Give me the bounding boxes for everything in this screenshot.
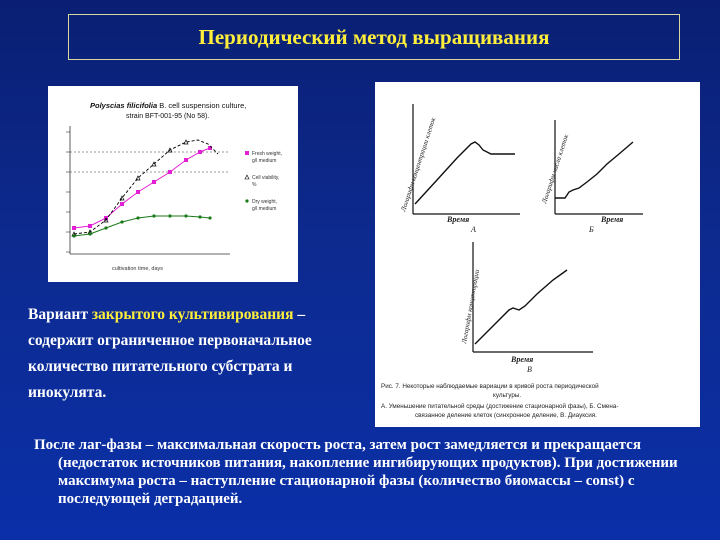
graph-b-xlabel: Время bbox=[601, 215, 624, 224]
description-part1: Вариант bbox=[28, 306, 92, 323]
y-ticks bbox=[66, 132, 70, 252]
graph-a-xlabel: Время bbox=[447, 215, 470, 224]
caption-line3: А. Уменьшение питательной среды (достижение стационарной фазы), Б. Смена- bbox=[381, 403, 619, 410]
growth-curve-svg bbox=[48, 86, 298, 282]
legend bbox=[245, 151, 282, 212]
graph-a-ylabel: Логарифм концентрации клеток bbox=[399, 116, 438, 213]
figure-caption bbox=[381, 382, 619, 419]
growth-variations-figure bbox=[375, 82, 700, 427]
graph-b-curve bbox=[555, 142, 633, 198]
legend-viability-label: Cell viability, bbox=[252, 175, 280, 181]
legend-viability-sub: % bbox=[252, 182, 257, 188]
legend-dry-sub: g/l medium bbox=[252, 206, 277, 212]
legend-swatch-dry bbox=[245, 199, 248, 202]
dry-weight-line bbox=[74, 216, 210, 236]
graph-c-ylabel: Логарифм концентрации bbox=[460, 268, 482, 345]
description-text bbox=[28, 302, 348, 406]
legend-fresh-sub: g/l medium bbox=[252, 158, 277, 164]
figure-title-rest: B. cell suspension culture, bbox=[157, 101, 247, 110]
caption-line1: Рис. 7. Некоторые наблюдаемые вариации в кривой роста периодической bbox=[381, 383, 599, 390]
legend-swatch-viability bbox=[245, 175, 249, 179]
description-part2: – содержит ограниченное первоначальное количество питательного субстрата и инокулята. bbox=[28, 306, 312, 401]
graph-c-curve bbox=[475, 270, 567, 344]
graph-b-ylabel: Логарифм числа клеток bbox=[540, 133, 571, 205]
graph-b-letter: Б bbox=[589, 225, 594, 234]
graph-a bbox=[399, 104, 520, 234]
figure-title-line2: strain BFT-001-95 (No 58). bbox=[126, 113, 210, 120]
legend-dry-label: Dry weight, bbox=[252, 199, 278, 205]
growth-curve-figure bbox=[48, 86, 298, 282]
svg-text:Polyscias filicifolia B. cell bbox=[90, 101, 246, 110]
phase-description bbox=[34, 436, 694, 508]
dotted-guides bbox=[70, 152, 230, 172]
figure-title-italic: Polyscias filicifolia bbox=[90, 101, 158, 110]
phase-description-text: После лаг-фазы – максимальная скорость роста, затем рост замедляется и прекращается (недостаток источников питания, накопление ингибирующих продуктов). При достижении максимума роста – наступление стационарной фазы (количество биомассы – const) с последующей деградацией. bbox=[34, 437, 678, 507]
title-box bbox=[68, 14, 680, 60]
graph-c-letter: В bbox=[527, 365, 532, 374]
graph-a-letter: А bbox=[471, 225, 476, 234]
slide-title: Периодический метод выращивания bbox=[198, 24, 550, 49]
legend-fresh-label: Fresh weight, bbox=[252, 151, 283, 157]
graph-c-xlabel: Время bbox=[511, 355, 534, 364]
graph-b bbox=[540, 120, 643, 234]
caption-line2: культуры. bbox=[493, 392, 522, 399]
description-highlight: закрытого культивирования bbox=[91, 306, 294, 323]
figure-x-label: cultivation time, days bbox=[112, 266, 164, 272]
growth-variations-svg bbox=[375, 82, 700, 427]
caption-line4: связанное деление клеток (синхронное деление, В. Диауксия. bbox=[415, 412, 597, 419]
graph-c bbox=[460, 242, 593, 374]
graph-a-curve bbox=[415, 142, 515, 204]
legend-swatch-fresh bbox=[245, 151, 249, 155]
